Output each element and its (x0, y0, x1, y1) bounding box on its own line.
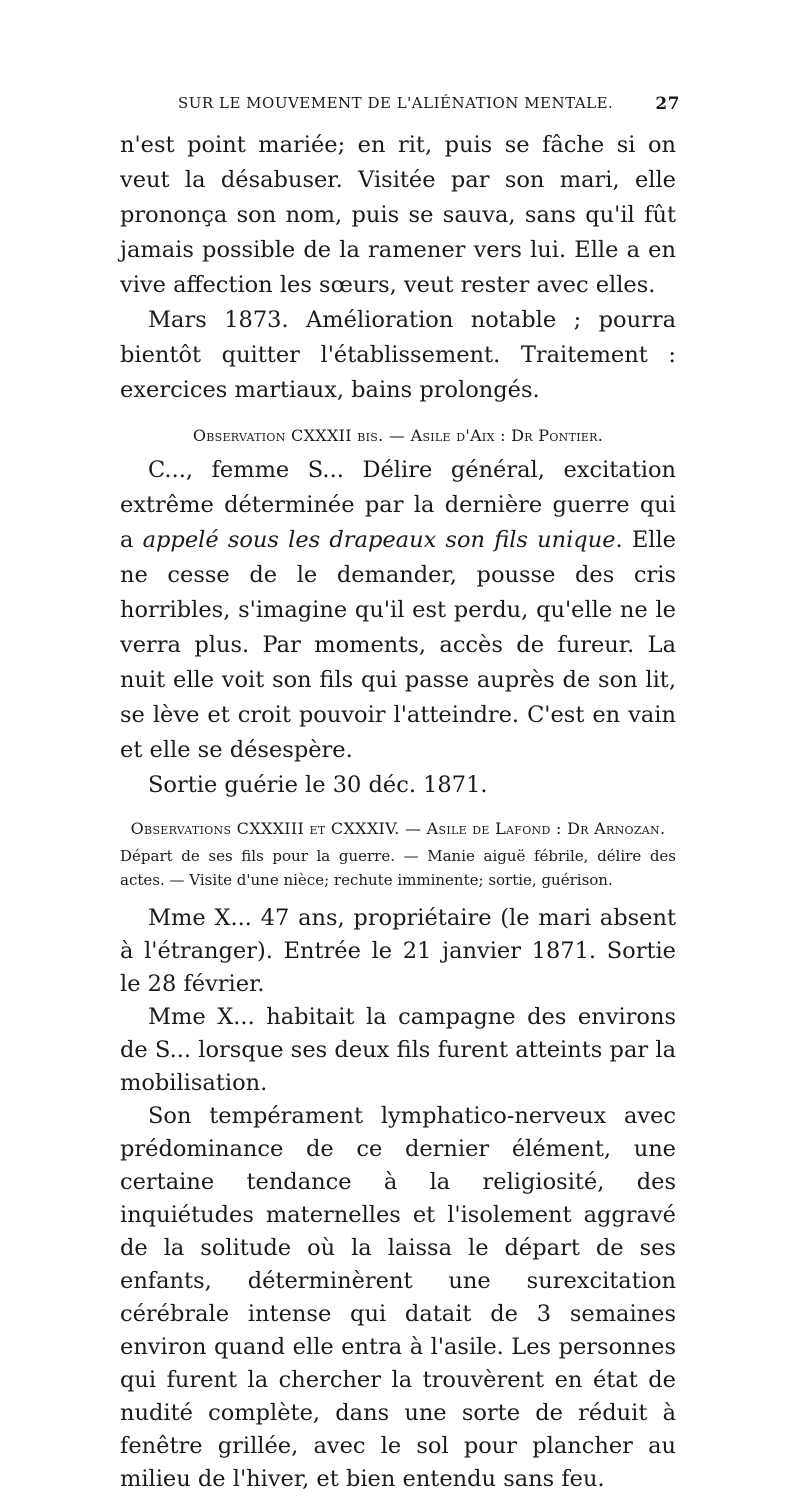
paragraph-mme-x-temperament: Son tempérament lymphatico-nerveux avec prédominance de ce dernier élément, une certaine tendance à la religiosité, des inquiétudes maternelles et l'isolement aggravé de la solitude où la laissa le départ de ses enfants, déterminèrent une surexcitation cérébrale intense qui datait de 3 semaines environ quand elle entra à l'asile. Les personnes qui furent la chercher la trouvèrent en état de nudité complète, dans une sorte de réduit à fenêtre grillée, avec le sol pour plancher au milieu de l'hiver, et bien entendu sans feu. (120, 1103, 676, 1492)
paragraph-mme-x-mobilisation: Mme X... habitait la campagne des environs de S... lorsque ses deux fils furent atteints par la mobilisation. (120, 1004, 676, 1096)
paragraph-discharge: Sortie guérie le 30 déc. 1871. (148, 772, 488, 798)
case-c-text-2: . Elle ne cesse de le demander, pousse des cris horribles, s'imagine qu'il est perdu, qu'elle ne le verra plus. Par moments, accès de fureur. La nuit elle voit son fils qui passe auprès de son lit, se lève et croit pouvoir l'atteindre. C'est en vain et elle se désespère. (120, 527, 676, 763)
observation-summary: Départ de ses fils pour la guerre. — Manie aiguë fébrile, délire des actes. — Visite d'une nièce; rechute imminente; sortie, guérison. (120, 847, 676, 889)
paragraph-march-1873: Mars 1873. Amélioration notable ; pourra bientôt quitter l'établissement. Traitement : exercices martiaux, bains prolongés. (120, 307, 676, 403)
case-c-text-1: C..., femme S... Délire général, excitation extrême déterminée par la dernière guerre qui a (120, 457, 676, 553)
observation-heading-132bis: Observation CXXXII bis. — Asile d'Aix : Dr Pontier. (192, 426, 604, 445)
running-head-title: SUR LE MOUVEMENT DE L'ALIÉNATION MENTALE. (178, 94, 614, 112)
paragraph-mme-x-intro: Mme X... 47 ans, propriétaire (le mari absent à l'étranger). Entrée le 21 janvier 1871. Sortie le 28 février. (120, 905, 676, 997)
running-head (120, 94, 680, 118)
page-body (120, 128, 676, 1496)
paragraph-case-c (120, 453, 676, 768)
paragraph-continuation: n'est point mariée; en rit, puis se fâche si on veut la désabuser. Visitée par son mari, elle prononça son nom, puis se sauva, sans qu'il fût jamais possible de la ramener vers lui. Elle a en vive affection les sœurs, veut rester avec elles. (120, 132, 676, 298)
observation-heading-133-134: Observations CXXXIII et CXXXIV. — Asile de Lafond : Dr Arnozan. (130, 819, 666, 838)
case-c-italic: appelé sous les drapeaux son fils unique (142, 527, 616, 553)
page-number: 27 (655, 94, 680, 114)
